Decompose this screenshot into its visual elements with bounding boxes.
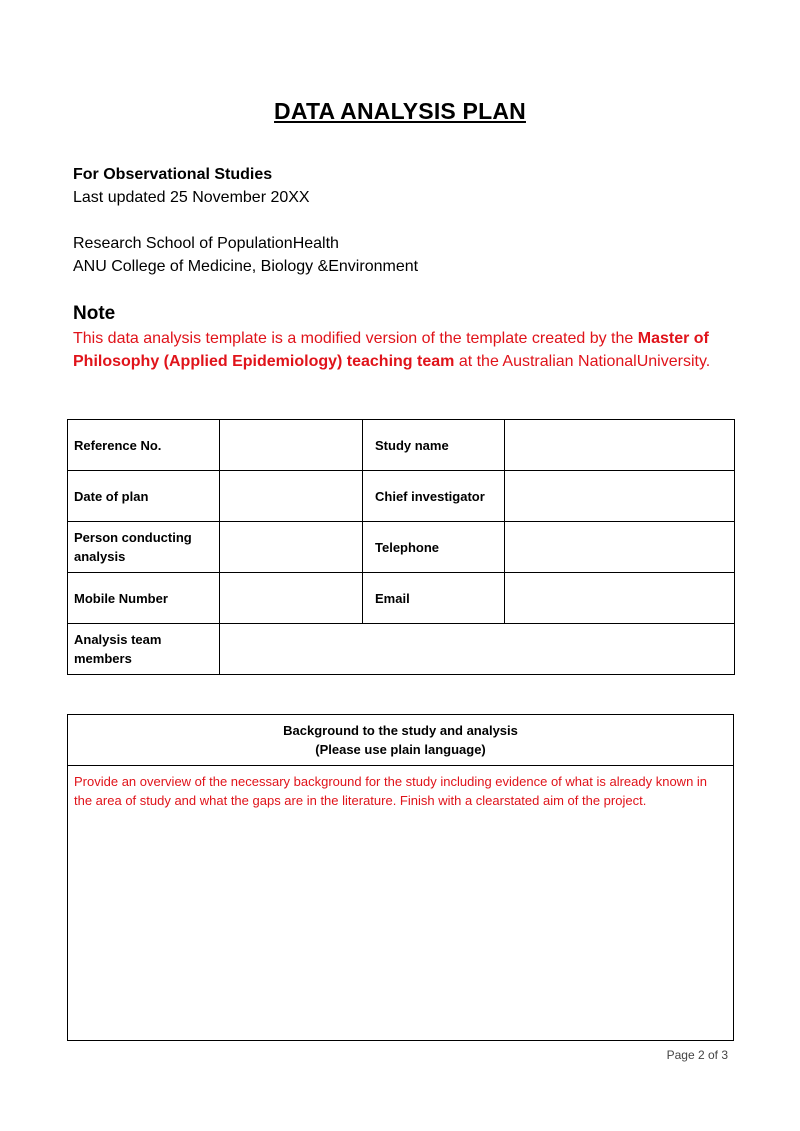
table-row — [68, 624, 735, 675]
reference-no-field[interactable] — [220, 420, 363, 471]
background-heading-line2: (Please use plain language) — [315, 742, 486, 757]
plan-info-table — [67, 419, 735, 675]
note-text-before: This data analysis template is a modified version of the template created by the — [73, 330, 638, 347]
analysis-team-label: Analysis team members — [68, 624, 220, 675]
telephone-label: Telephone — [363, 522, 505, 573]
date-of-plan-label: Date of plan — [68, 471, 220, 522]
last-updated: Last updated 25 November 20XX — [73, 189, 310, 206]
mobile-number-label: Mobile Number — [68, 573, 220, 624]
document-title: DATA ANALYSIS PLAN — [274, 98, 526, 124]
table-row — [68, 573, 735, 624]
telephone-field[interactable] — [505, 522, 735, 573]
background-heading-line1: Background to the study and analysis — [283, 723, 518, 738]
page-number: Page 2 of 3 — [666, 1048, 728, 1062]
email-field[interactable] — [505, 573, 735, 624]
school-name: Research School of PopulationHealth — [73, 235, 339, 252]
note-heading: Note — [73, 303, 116, 324]
person-conducting-field[interactable] — [220, 522, 363, 573]
background-instructions: Provide an overview of the necessary background for the study including evidence of what is already known in the area of study and what the gaps are in the literature. Finish with a clearstated aim of the project. — [74, 774, 708, 808]
note-text-after: at the Australian NationalUniversity. — [454, 353, 711, 370]
college-name: ANU College of Medicine, Biology &Environment — [73, 258, 419, 275]
person-conducting-label: Person conducting analysis — [68, 522, 220, 573]
date-of-plan-field[interactable] — [220, 471, 363, 522]
note-text — [73, 327, 723, 373]
study-name-label: Study name — [363, 420, 505, 471]
chief-investigator-label: Chief investigator — [363, 471, 505, 522]
study-name-field[interactable] — [505, 420, 735, 471]
background-field[interactable] — [68, 766, 734, 1041]
reference-no-label: Reference No. — [68, 420, 220, 471]
email-label: Email — [363, 573, 505, 624]
note-text-bold: Master of Philosophy (Applied Epidemiology) teaching team — [73, 330, 709, 370]
table-row — [68, 471, 735, 522]
subtitle: For Observational Studies — [73, 166, 273, 183]
background-heading — [68, 715, 734, 766]
analysis-team-field[interactable] — [220, 624, 735, 675]
chief-investigator-field[interactable] — [505, 471, 735, 522]
background-table — [67, 714, 734, 1041]
mobile-number-field[interactable] — [220, 573, 363, 624]
table-row — [68, 420, 735, 471]
table-row — [68, 522, 735, 573]
